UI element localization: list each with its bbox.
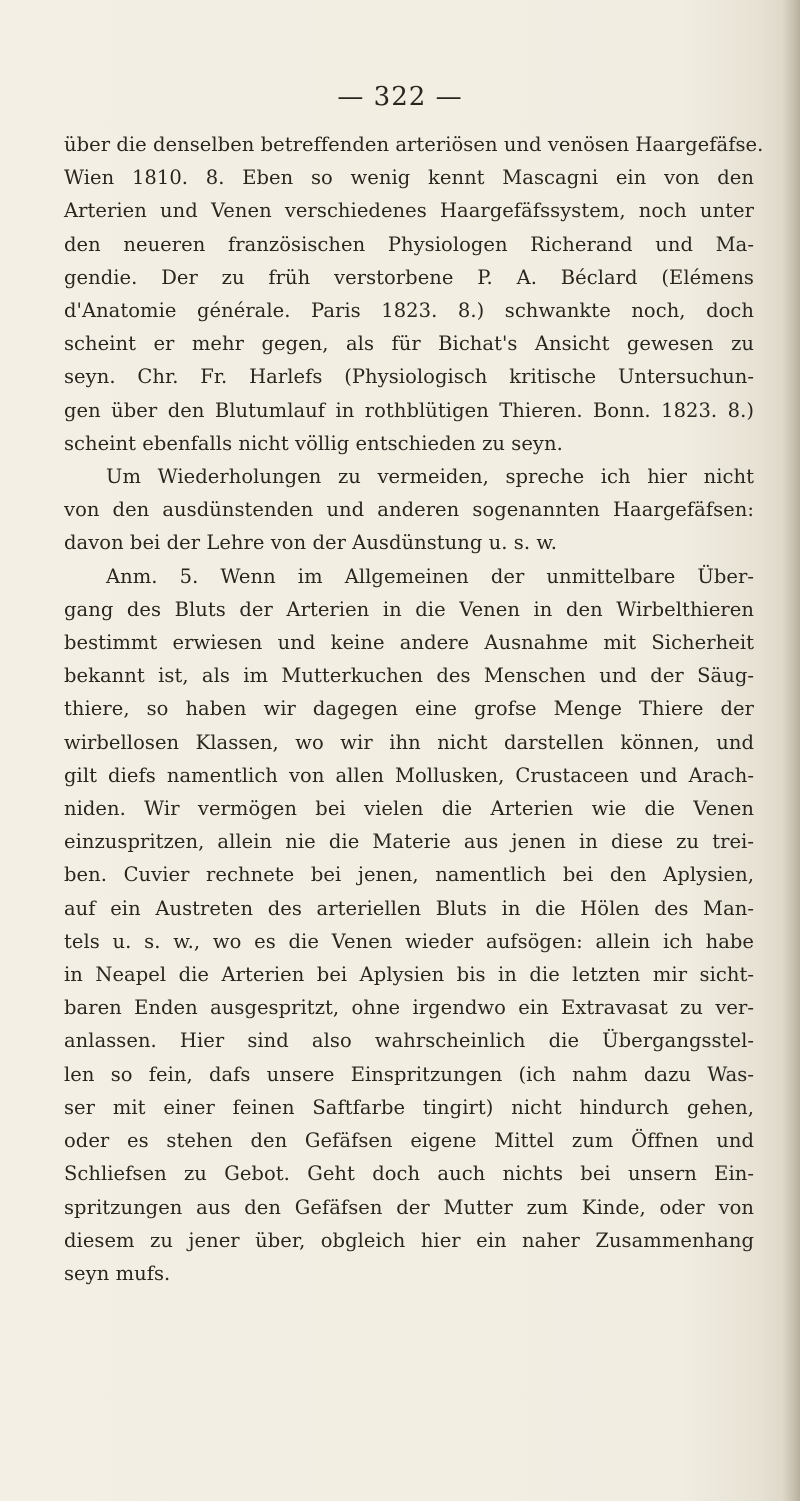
text-line: spritzungen aus den Gefäfsen der Mutter zum Kinde, oder von <box>64 1195 754 1219</box>
text-line: d'Anatomie générale. Paris 1823. 8.) schwankte noch, doch <box>64 299 754 323</box>
body-text <box>64 128 764 1290</box>
text-line: Anm. 5. Wenn im Allgemeinen der unmittelbare Über- <box>106 564 754 588</box>
text-line: thiere, so haben wir dagegen eine grofse Menge Thiere der <box>64 697 754 721</box>
text-line: den neueren französischen Physiologen Richerand und Ma- <box>64 232 754 256</box>
text-line: von den ausdünstenden und anderen sogenannten Haargefäfsen: <box>64 498 754 522</box>
text-line: in Neapel die Arterien bei Aplysien bis in die letzten mir sicht- <box>64 963 754 987</box>
text-line: Wien 1810. 8. Eben so wenig kennt Mascagni ein von den <box>64 166 754 190</box>
text-line: ben. Cuvier rechnete bei jenen, namentlich bei den Aplysien, <box>64 863 754 887</box>
text-line: scheint er mehr gegen, als für Bichat's Ansicht gewesen zu <box>64 332 754 356</box>
text-line: seyn mufs. <box>64 1261 171 1285</box>
text-line: anlassen. Hier sind also wahrscheinlich die Übergangsstel- <box>64 1029 754 1053</box>
text-line: bestimmt erwiesen und keine andere Ausnahme mit Sicherheit <box>64 631 754 655</box>
text-line: davon bei der Lehre von der Ausdünstung u. s. w. <box>64 531 558 555</box>
text-line: seyn. Chr. Fr. Harlefs (Physiologisch kritische Untersuchun- <box>64 365 754 389</box>
text-line: gilt diefs namentlich von allen Mollusken, Crustaceen und Arach- <box>64 763 754 787</box>
text-line: len so fein, dafs unsere Einspritzungen (ich nahm dazu Was- <box>64 1062 754 1086</box>
text-line: diesem zu jener über, obgleich hier ein naher Zusammenhang <box>64 1228 754 1252</box>
text-line: scheint ebenfalls nicht völlig entschieden zu seyn. <box>64 431 563 455</box>
text-line: gen über den Blutumlauf in rothblütigen Thieren. Bonn. 1823. 8.) <box>64 398 754 422</box>
text-line: tels u. s. w., wo es die Venen wieder aufsögen: allein ich habe <box>64 929 754 953</box>
text-line: gang des Bluts der Arterien in die Venen in den Wirbelthieren <box>64 597 754 621</box>
text-line: wirbellosen Klassen, wo wir ihn nicht darstellen können, und <box>64 730 754 754</box>
text-line: bekannt ist, als im Mutterkuchen des Menschen und der Säug- <box>64 664 754 688</box>
text-line: Schliefsen zu Gebot. Geht doch auch nichts bei unsern Ein- <box>64 1162 754 1186</box>
text-line: Um Wiederholungen zu vermeiden, spreche ich hier nicht <box>106 465 754 489</box>
text-line: niden. Wir vermögen bei vielen die Arterien wie die Venen <box>64 797 754 821</box>
text-line: einzuspritzen, allein nie die Materie aus jenen in diese zu trei- <box>64 830 754 854</box>
text-line: ser mit einer feinen Saftfarbe tingirt) nicht hindurch gehen, <box>64 1095 754 1119</box>
text-line: oder es stehen den Gefäfsen eigene Mittel zum Öffnen und <box>64 1129 754 1153</box>
text-line: auf ein Austreten des arteriellen Bluts in die Hölen des Man- <box>64 896 754 920</box>
page-number: — 322 — <box>337 82 463 112</box>
text-line: baren Enden ausgespritzt, ohne irgendwo ein Extravasat zu ver- <box>64 996 754 1020</box>
text-line: Arterien und Venen verschiedenes Haargefäfssystem, noch unter <box>64 199 754 223</box>
page-edge-shadow <box>782 0 800 1501</box>
text-line: über die denselben betreffenden arteriösen und venösen Haargefäfse. <box>64 133 764 156</box>
text-line: gendie. Der zu früh verstorbene P. A. Béclard (Elémens <box>64 265 754 289</box>
